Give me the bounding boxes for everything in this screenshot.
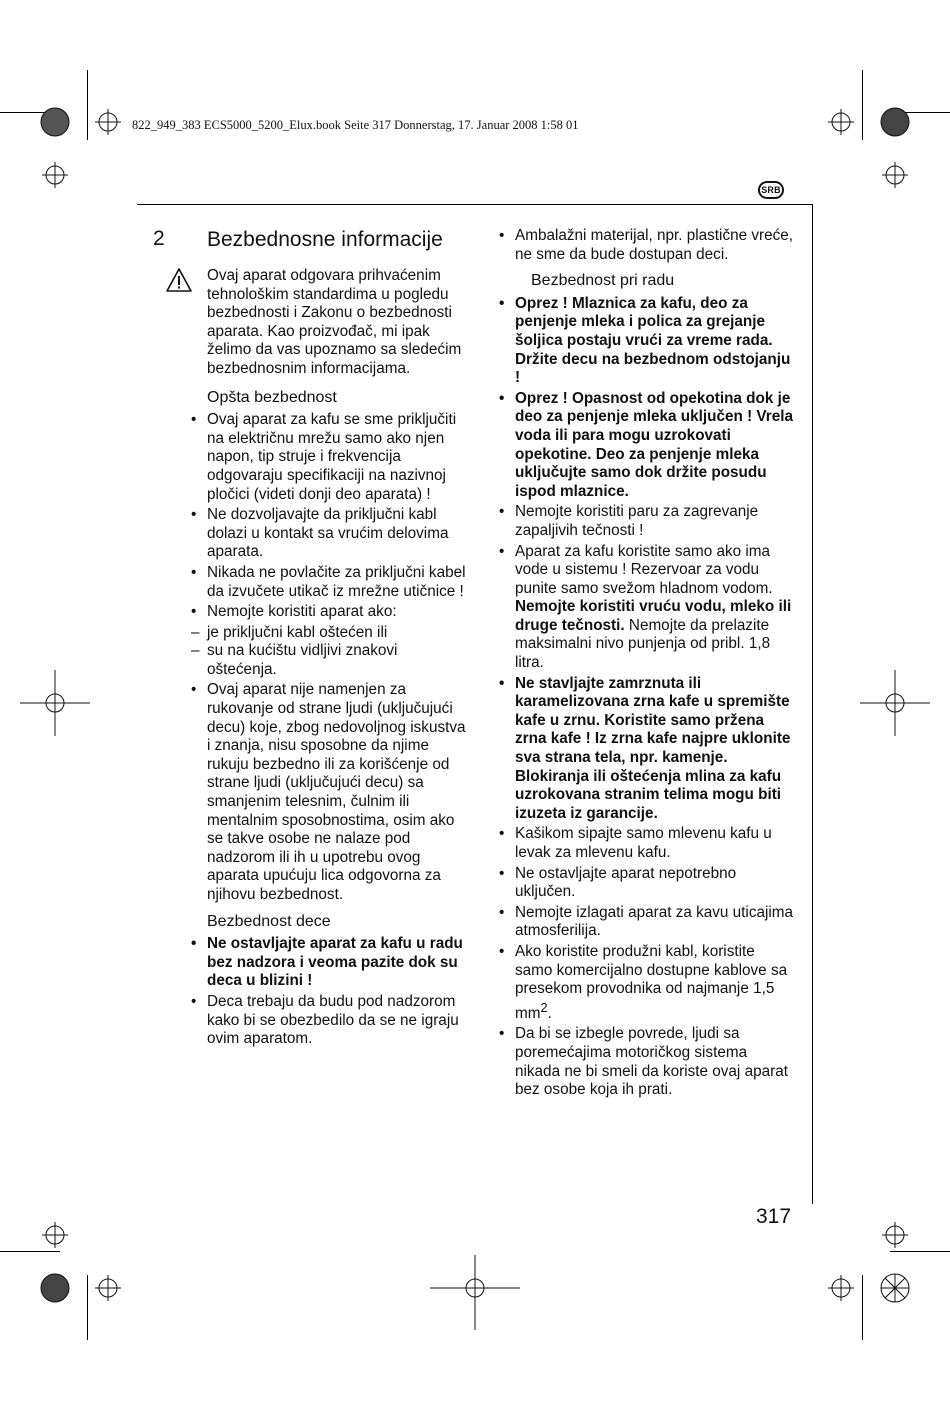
chapter-title: Bezbednosne informacije (207, 228, 443, 251)
bullet: • (499, 542, 505, 560)
intro-text: Ovaj aparat odgovara prihvaćenim tehnološkim standardima u pogledu bezbednosti i Zakonu o bezbednosti aparata. Kao proizvođač, mi ipak želimo da vas upoznamo sa sledećim bezbednosnim informacijama. (207, 267, 462, 377)
crop-mark-top-right-v (862, 70, 863, 140)
crop-mark-top-left-v (87, 70, 88, 140)
general-safety-list (191, 411, 469, 904)
list-item: • Nemojte izlagati aparat za kavu uticajima atmosferilija. (499, 903, 794, 940)
crop-mark-bottom-left-v (87, 1275, 88, 1340)
operation-safety-list (499, 294, 795, 1100)
sub-list-item: – su na kućištu vidljivi znakovi oštećenja. (191, 642, 398, 678)
bullet: • (499, 1025, 505, 1043)
bullet: • (499, 503, 505, 521)
bullet: • (499, 864, 505, 882)
list-item: • Ovaj aparat za kafu se sme priključiti na električnu mrežu samo ako njen napon, tip struje i frekvencija odgovaraju specifikaciji na nazivnoj pločici (videti donji deo aparata) ! (191, 411, 457, 503)
crosshair-mid-left (20, 670, 90, 736)
list-item: • Ne ostavljajte aparat nepotrebno uključen. (499, 864, 737, 901)
bullet: • (191, 992, 197, 1010)
list-item: • Ne stavljajte zamrznuta ili karamelizovana zrna kafe u spremište kafe u zrnu. Koristite samo pržena zrna kafe ! Iz zrna kafe najpre uklonite sva strana tela, npr. kamenje. Blokiranja ili oštećenja mlina za kafu uzrokovana stranim telima mogu biti izuzeta iz garancije. (499, 674, 791, 822)
packaging-list (499, 227, 795, 264)
crosshair-top-right-1 (828, 109, 854, 135)
crosshair-top-right-2 (882, 162, 908, 188)
list-item: • Ako koristite produžni kabl, koristite samo komercijalno dostupne kablove sa presekom provodnika od najmanje 1,5 $mm^2$. (499, 942, 788, 1022)
list-item: • Deca trebaju da budu pod nadzorom kako bi se obezbedilo da se ne igraju ovim aparatom. (191, 992, 459, 1048)
sub-list-item: – je priključni kabl oštećen ili (191, 623, 388, 641)
page-number: 317 (756, 1205, 792, 1228)
bullet: • (191, 681, 197, 699)
top-rule (137, 204, 813, 205)
crop-mark-bottom-right-h (890, 1251, 950, 1252)
right-column (499, 227, 795, 1108)
bullet: • (499, 389, 505, 407)
list-item: • Oprez ! Mlaznica za kafu, deo za penjenje mleka i polica za grejanje šoljica postaju vrući za vreme rada. Držite decu na bezbednom odstojanju ! (499, 294, 791, 387)
sub-list (191, 623, 469, 680)
bullet: • (499, 294, 505, 312)
list-item: • Nemojte koristiti aparat ako: – je priključni kabl oštećen ili – su na kućištu vidljivi znakovi oštećenja. (207, 603, 469, 679)
bullet: • (191, 563, 197, 581)
book-slug: 822_949_383 ECS5000_5200_Elux.book Seite 317 Donnerstag, 17. Januar 2008 1:58 01 (132, 118, 579, 132)
column-rule (812, 204, 813, 1204)
crosshair-bottom-right-1 (828, 1275, 854, 1301)
registration-circle-bottom-left (41, 1274, 69, 1302)
list-item: • Nikada ne povlačite za priključni kabel da izvučete utikač iz mrežne utičnice ! (191, 563, 466, 600)
crosshair-top-left-1 (95, 109, 121, 135)
warning-triangle-icon (165, 267, 193, 293)
list-item: • Ne ostavljajte aparat za kafu u radu bez nadzora i veoma pazite dok su deca u blizini ! (191, 935, 463, 990)
bullet: • (499, 942, 505, 960)
list-item: • Kašikom sipajte samo mlevenu kafu u levak za mlevenu kafu. (499, 825, 772, 861)
list-item: • Aparat za kafu koristite samo ako ima vode u sistemu ! Rezervoar za vodu punite samo svežom hladnom vodom. Nemojte koristiti vruću vodu, mleko ili druge tečnosti. Nemojte da prelazite maksimalni nivo punjenja od pribl. 1,8 litra. (499, 542, 792, 672)
registration-circle-bottom-right (881, 1274, 909, 1302)
crosshair-mid-right (860, 670, 930, 736)
crosshair-bottom-right-2 (882, 1222, 908, 1248)
left-column (191, 227, 469, 1057)
bullet: • (191, 411, 197, 429)
bullet: • (499, 903, 505, 921)
bullet: • (499, 227, 505, 244)
intro-block (207, 267, 469, 379)
crosshair-bottom-left-1 (42, 1222, 68, 1248)
child-safety-list (191, 935, 469, 1049)
child-safety-heading: Bezbednost dece (207, 912, 331, 930)
crop-mark-bottom-right-v (862, 1275, 863, 1340)
list-item: • Ambalažni materijal, npr. plastične vreće, ne sme da bude dostupan deci. (499, 227, 794, 263)
general-safety-heading: Opšta bezbednost (207, 388, 337, 406)
crosshair-top-left-2 (42, 162, 68, 188)
list-item: • Oprez ! Opasnost od opekotina dok je deo za penjenje mleka uključen ! Vrela voda ili para mogu uzrokovati opekotine. Deo za penjenje mleka uključujte samo dok držite posudu ispod mlaznice. (499, 389, 794, 500)
bullet: • (499, 674, 505, 692)
crosshair-bottom-left-2 (95, 1275, 121, 1301)
crosshair-bottom-center (430, 1255, 520, 1330)
crop-mark-top-left-h (0, 112, 60, 113)
list-item: • Ovaj aparat nije namenjen za rukovanje od strane ljudi (uključujući decu) koje, zbog nedovoljnog iskustva i znanja, nisu sposobne da njime rukuju bezbedno ili za korišćenje od strane ljudi (uključujući decu) sa smanjenim telesnim, čulnim ili mentalnim sposobnostima, osim ako se takve osobe ne nalaze pod nadzorom ili ih u upotrebu ovog aparata upućuju lica odgovorna za njihovu bezbednost. (191, 681, 466, 903)
bullet: • (191, 603, 197, 621)
chapter-number: 2 (153, 227, 165, 250)
crop-mark-bottom-left-h (0, 1251, 60, 1252)
crop-mark-top-right-h (890, 112, 950, 113)
list-item: • Nemojte koristiti paru za zagrevanje zapaljivih tečnosti ! (499, 503, 759, 539)
operation-safety-heading: Bezbednost pri radu (531, 272, 675, 290)
bullet: • (499, 825, 505, 843)
bullet: • (191, 506, 197, 524)
country-badge: SRB (758, 181, 784, 199)
list-item: • Ne dozvoljavajte da priključni kabl dolazi u kontakt sa vrućim delovima aparata. (191, 506, 449, 561)
bullet: • (191, 935, 197, 953)
list-item: • Da bi se izbegle povrede, ljudi sa poremećajima motoričkog sistema nikada ne bi smeli da koriste ovaj aparat bez osobe koja ih prati. (499, 1025, 788, 1099)
